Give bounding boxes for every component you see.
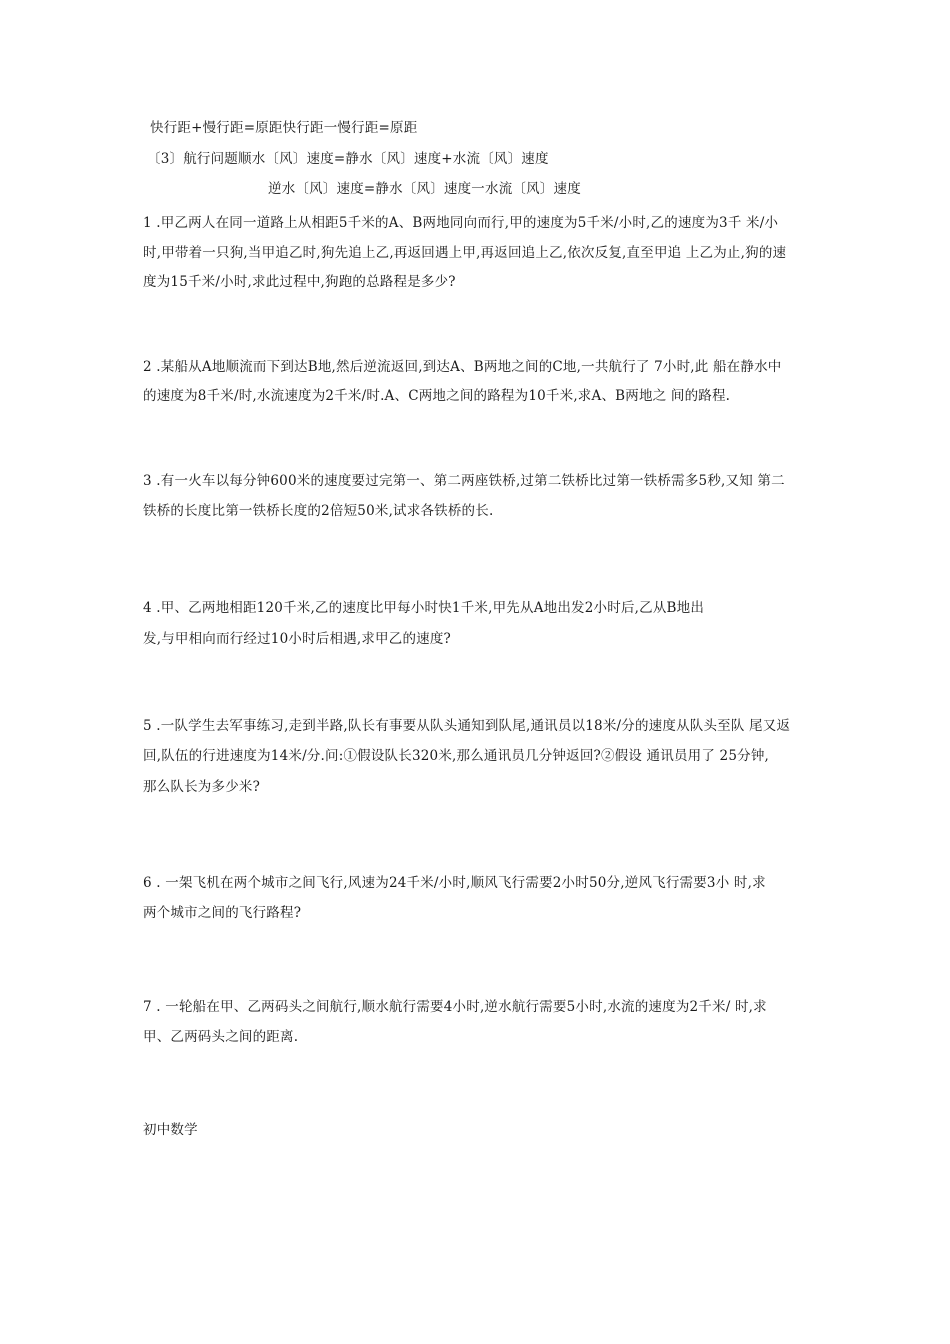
question-2-line-1: 2 .某船从A地顺流而下到达B地,然后逆流返回,到达A、B两地之间的C地,一共航行了 7小时,此 船在静水中	[143, 359, 782, 375]
question-5-line-2: 回,队伍的行进速度为14米/分.问:①假设队长320米,那么通讯员几分钟返回?②假设 通讯员用了 25分钟,	[143, 748, 770, 764]
question-1-line-3: 度为15千米/小时,求此过程中,狗跑的总路程是多少?	[143, 274, 456, 290]
question-4-line-2: 发,与甲相向而行经过10小时后相遇,求甲乙的速度?	[143, 631, 451, 647]
question-1-line-2: 时,甲带着一只狗,当甲追乙时,狗先追上乙,再返回遇上甲,再返回追上乙,依次反复,直至甲追 上乙为止,狗的速	[143, 245, 787, 261]
question-4-line-1: 4 .甲、乙两地相距120千米,乙的速度比甲每小时快1千米,甲先从A地出发2小时后,乙从B地出	[143, 600, 705, 616]
question-7-line-1: 7 . 一轮船在甲、乙两码头之间航行,顺水航行需要4小时,逆水航行需要5小时,水流的速度为2千米/ 时,求	[143, 999, 767, 1015]
question-7-line-2: 甲、乙两码头之间的距离.	[143, 1029, 299, 1045]
question-3-line-2: 铁桥的长度比第一铁桥长度的2倍短50米,试求各铁桥的长.	[143, 503, 494, 519]
footer-label: 初中数学	[143, 1122, 198, 1138]
question-5-line-3: 那么队长为多少米?	[143, 779, 261, 795]
formula-line-1: 快行距+慢行距=原距快行距一慢行距=原距	[150, 120, 418, 136]
question-3-line-1: 3 .有一火车以每分钟600米的速度要过完第一、第二两座铁桥,过第二铁桥比过第一铁桥需多5秒,又知 第二	[143, 473, 785, 489]
question-6-line-1: 6 . 一架飞机在两个城市之间飞行,风速为24千米/小时,顺风飞行需要2小时50分,逆风飞行需要3小 时,求	[143, 875, 766, 891]
question-6-line-2: 两个城市之间的飞行路程?	[143, 905, 302, 921]
formula-line-2: 〔3〕航行问题顺水〔风〕速度=静水〔风〕速度+水流〔风〕速度	[147, 151, 549, 167]
question-5-line-1: 5 .一队学生去军事练习,走到半路,队长有事要从队头通知到队尾,通讯员以18米/分的速度从队头至队 尾又返	[143, 718, 791, 734]
question-1-line-1: 1 .甲乙两人在同一道路上从相距5千米的A、B两地同向而行,甲的速度为5千米/小时,乙的速度为3千 米/小	[143, 215, 779, 231]
formula-line-3: 逆水〔风〕速度=静水〔风〕速度一水流〔风〕速度	[268, 181, 581, 197]
question-2-line-2: 的速度为8千米/时,水流速度为2千米/时.A、C两地之间的路程为10千米,求A、B两地之 间的路程.	[143, 388, 731, 404]
